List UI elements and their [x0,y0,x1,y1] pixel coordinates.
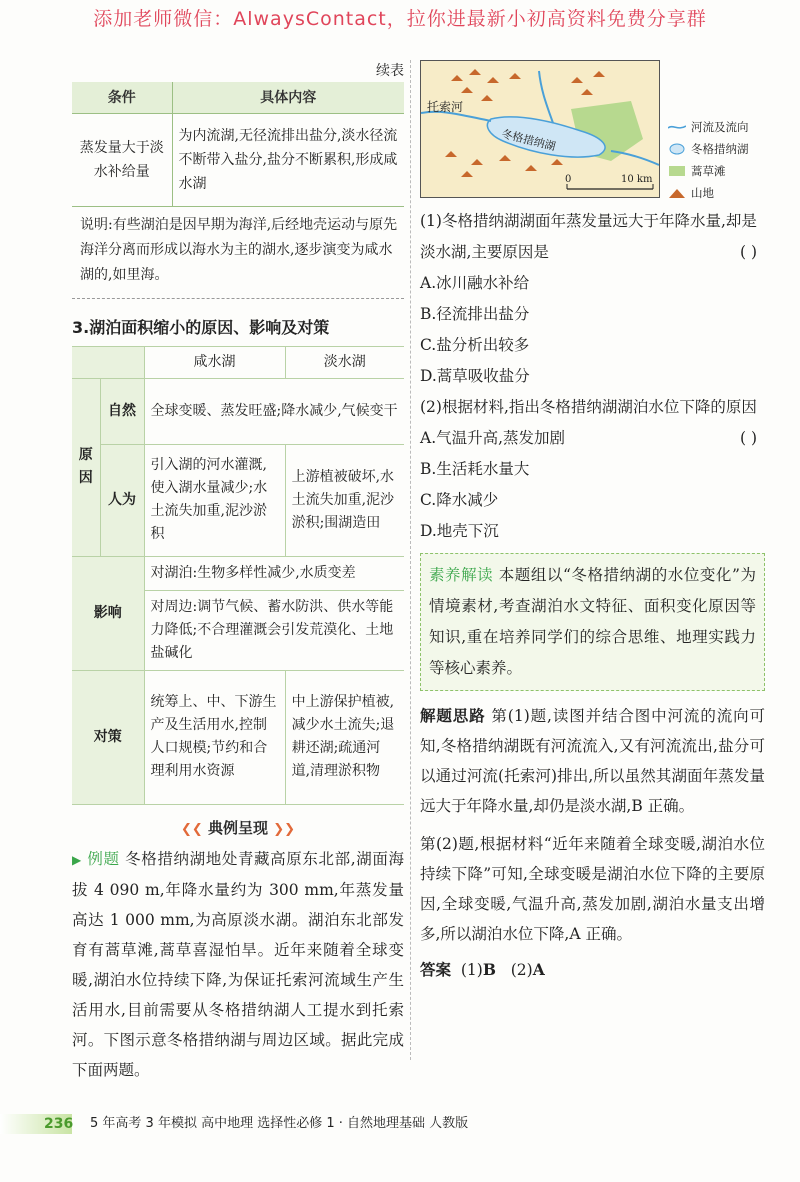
legend-item-mountain [668,182,749,204]
example-text: 冬格措纳湖地处青藏高原东北部,湖面海拔 4 090 m,年降水量约为 300 mm,年蒸发量高达 1 000 mm,为高原淡水湖。湖泊东北部发育有蒿草滩,蒿草喜湿怕旱。近年来随着全球变暖,湖泊水位持续下降,为保证托索河流域生产生活用水,目前需要从冬格措纳湖人工提水到托索河。下图示意冬格措纳湖与周边区域。据此完成下面两题。 [72,849,404,1079]
answer-1-prefix: (1) [460,961,483,979]
river-icon [668,122,686,132]
legend-label: 山地 [691,186,714,200]
legend-label: 河流及流向 [691,120,749,134]
col-header-salt: 咸水湖 [144,346,285,378]
option: B.生活耗水量大 [420,460,530,478]
answer-line [420,955,765,985]
map-legend [668,116,749,204]
example-paragraph [72,844,404,1085]
legend-item-river [668,116,749,138]
page-number: 236 [44,1116,74,1132]
option: B.径流排出盐分 [420,305,530,323]
legend-item-lake [668,138,749,160]
human-cause-fresh: 上游植被破坏,水土流失加重,泥沙淤积;围湖造田 [285,444,404,556]
footer-text: 5 年高考 3 年模拟 高中地理 选择性必修 1 · 自然地理基础 人教版 [90,1116,469,1131]
conditions-table [72,82,404,207]
lake-shrink-table [72,346,404,805]
table-cell-content: 为内流湖,无径流排出盐分,淡水径流不断带入盐分,盐分不断累积,形成咸水湖 [172,113,404,206]
literacy-box [420,553,765,691]
example-banner [72,817,404,838]
answer-blank: ( ) [739,429,757,447]
table-cell-condition: 蒸发量大于淡水补给量 [72,113,172,206]
row-label-cause: 原因 [72,378,100,556]
question-1-text: (1)冬格措纳湖湖面年蒸发量远大于年降水量,却是淡水湖,主要原因是 [420,212,757,261]
col-header-fresh: 淡水湖 [285,346,404,378]
row-label-measure: 对策 [72,670,144,804]
scale-zero: 0 [565,174,572,185]
legend-item-grassland [668,160,749,182]
human-cause-salt: 引入湖的河水灌溉,使入湖水量减少;水土流失加重,泥沙淤积 [144,444,285,556]
scale-label: 10 km [621,174,653,185]
answer-2-value: A [532,960,545,979]
solution-paragraph-1 [420,701,765,821]
option: C.盐分析出较多 [420,336,530,354]
row-label-human: 人为 [100,444,144,556]
table-row [72,113,404,206]
river-label: 托索河 [427,100,464,114]
table-corner [72,346,144,378]
note-text: 说明:有些湖泊是因早期为海洋,后经地壳运动与原先海洋分离而形成以海水为主的湖水,逐步演变为咸水湖的,如里海。 [72,207,404,299]
page-footer [0,1112,800,1136]
example-banner-label: 典例呈现 [207,818,268,837]
chevron-left-icon: ❮❮ [180,821,203,837]
measure-fresh: 中上游保护植被,减少水土流失;退耕还湖;疏通河道,清理淤积物 [285,670,404,804]
question-2-text: (2)根据材料,指出冬格措纳湖湖泊水位下降的原因 [420,398,757,416]
table-header-condition: 条件 [72,82,172,113]
literacy-tag: 素养解读 [429,566,494,584]
watermark: 添加老师微信：AlwaysContact，拉你进最新小初高资料免费分享群 [93,8,707,30]
row-label-impact: 影响 [72,556,144,670]
option: D.蒿草吸收盐分 [420,367,530,385]
legend-label: 冬格措纳湖 [691,142,749,156]
tributary-line [611,151,659,165]
natural-cause-text: 全球变暖、蒸发旺盛;降水减少,气候变干 [144,378,404,444]
lake-icon [668,143,686,155]
lake-label: 冬格措纳湖 [500,127,557,154]
measure-salt: 统筹上、中、下游生产及生活用水,控制人口规模;节约和合理利用水资源 [144,670,285,804]
impact-around-text: 对周边:调节气候、蓄水防洪、供水等能力降低;不合理灌溉会引发荒漠化、土地盐碱化 [144,590,404,670]
section-title: 3.湖泊面积缩小的原因、影响及对策 [72,317,330,337]
option: A.冰川融水补给 [420,274,530,292]
impact-lake-text: 对湖泊:生物多样性减少,水质变差 [144,556,404,590]
solution-paragraph-2: 第(2)题,根据材料“近年来随着全球变暖,湖泊水位持续下降”可知,全球变暖是湖泊水位下降的主要原因,全球变暖,气温升高,蒸发加剧,湖泊水量支出增多,所以湖泊水位下降,A 正确。 [420,835,765,943]
lake-map [420,60,660,198]
column-divider [410,60,411,1060]
answer-2-prefix: (2) [510,961,533,979]
solution-text-1: 第(1)题,读图并结合图中河流的流向可知,冬格措纳湖既有河流流入,又有河流流出,盐分可以通过河流(托索河)排出,所以虽然其湖面年蒸发量远大于年降水量,却仍是淡水湖,B 正确。 [420,707,765,815]
answer-label: 答案 [420,961,452,979]
answer-blank: ( ) [739,243,757,261]
example-tag: 例题 [87,849,120,868]
table-header-content: 具体内容 [172,82,404,113]
chevron-right-icon: ❯❯ [273,821,296,837]
row-label-natural: 自然 [100,378,144,444]
option: D.地壳下沉 [420,522,499,540]
legend-label: 蒿草滩 [691,164,726,178]
grassland-icon [668,166,686,176]
left-column [72,60,404,1085]
mountain-icon [668,188,686,198]
option: A.气温升高,蒸发加剧 [420,429,566,447]
answer-1-value: B [482,960,496,979]
solution-label: 解题思路 [420,707,486,725]
literacy-text: 本题组以“冬格措纳湖的水位变化”为情境素材,考查湖泊水文特征、面积变化原因等知识,重在培养同学们的综合思维、地理实践力等核心素养。 [429,566,756,677]
question-1 [420,206,765,268]
continued-label: 续表 [376,63,404,79]
play-icon: ▶ [72,852,82,867]
option: C.降水减少 [420,491,499,509]
tributary-line [539,71,553,123]
map-drawing [421,61,660,198]
